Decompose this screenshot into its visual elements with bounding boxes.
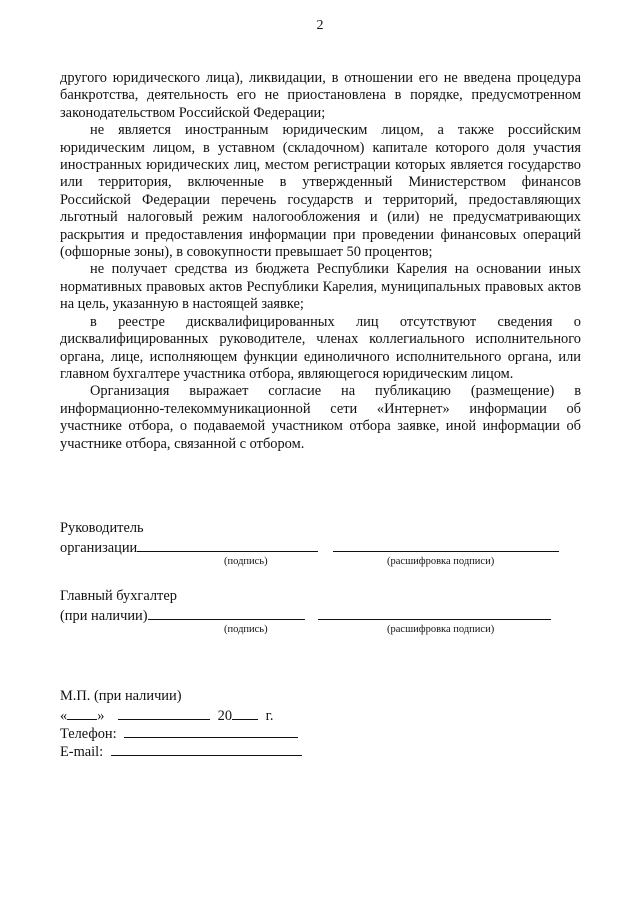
paragraph-no-budget-funds: не получает средства из бюджета Республики Карелия на основании иных нормативных правовых актов Республики Карелия, муниципальных правовых актов на цель, указанную в настоящей заявке;: [60, 261, 581, 313]
paragraph-publication-consent: Организация выражает согласие на публикацию (размещение) в информационно-телекоммуникационной сети «Интернет» информации об участнике отбора, о подаваемой участником отбора заявке, иной информации об участнике отбора, связанной с отбором.: [60, 383, 581, 452]
date-year-field[interactable]: [232, 706, 258, 720]
accountant-name-decode-field[interactable]: [318, 606, 551, 620]
date-year-suffix: г.: [265, 708, 274, 724]
stamp-label: М.П. (при наличии): [60, 688, 182, 704]
accountant-optional-label: (при наличии): [60, 608, 148, 624]
head-title: Руководитель: [60, 520, 144, 536]
date-year-prefix: 20: [217, 708, 233, 724]
phone-label: Телефон:: [60, 726, 117, 742]
head-signature-caption: (подпись): [224, 556, 268, 567]
paragraph-not-foreign-entity: не является иностранным юридическим лицом, а также российским юридическим лицом, в уставном (складочном) капитале которого доля участия иностранных юридических лиц, местом регистрации которых является государство или территория, включенные в утвержденный Министерством финансов Российской Федерации перечень государств и территорий, предоставляющих льготный налоговый режим налогообложения и (или) не предусматривающих раскрытия и предоставления информации при проведении финансовых операций (офшорные зоны), в совокупности превышает 50 процентов;: [60, 122, 581, 261]
head-decode-caption: (расшифровка подписи): [387, 556, 495, 567]
date-row: [60, 706, 274, 725]
date-day-field[interactable]: [67, 706, 97, 720]
accountant-title: Главный бухгалтер: [60, 588, 177, 604]
head-org-label: организации: [60, 540, 138, 556]
date-quote-close: »: [97, 708, 105, 724]
accountant-row: [60, 606, 305, 625]
accountant-signature-caption: (подпись): [224, 624, 268, 635]
date-quote-open: «: [60, 708, 68, 724]
page-number: 2: [316, 18, 324, 33]
date-month-field[interactable]: [118, 706, 210, 720]
document-body: [60, 70, 581, 453]
head-org-row: [60, 538, 318, 557]
email-field[interactable]: [111, 742, 302, 756]
accountant-decode-caption: (расшифровка подписи): [387, 624, 495, 635]
phone-row: [60, 724, 298, 743]
phone-field[interactable]: [124, 724, 298, 738]
email-label: E-mail:: [60, 744, 104, 760]
paragraph-disqualified-registry: в реестре дисквалифицированных лиц отсутствуют сведения о дисквалифицированных руководителе, членах коллегиального исполнительного органа, лице, исполняющем функции единоличного исполнительного органа, или главном бухгалтере участника отбора, являющегося юридическим лицом.: [60, 313, 581, 382]
paragraph-continuation: другого юридического лица), ликвидации, в отношении его не введена процедура банкротства, деятельность его не приостановлена в порядке, предусмотренном законодательством Российской Федерации;: [60, 70, 581, 121]
accountant-signature-field[interactable]: [148, 606, 305, 620]
head-name-decode-field[interactable]: [333, 538, 559, 552]
head-signature-field[interactable]: [137, 538, 318, 552]
email-row: [60, 742, 302, 761]
